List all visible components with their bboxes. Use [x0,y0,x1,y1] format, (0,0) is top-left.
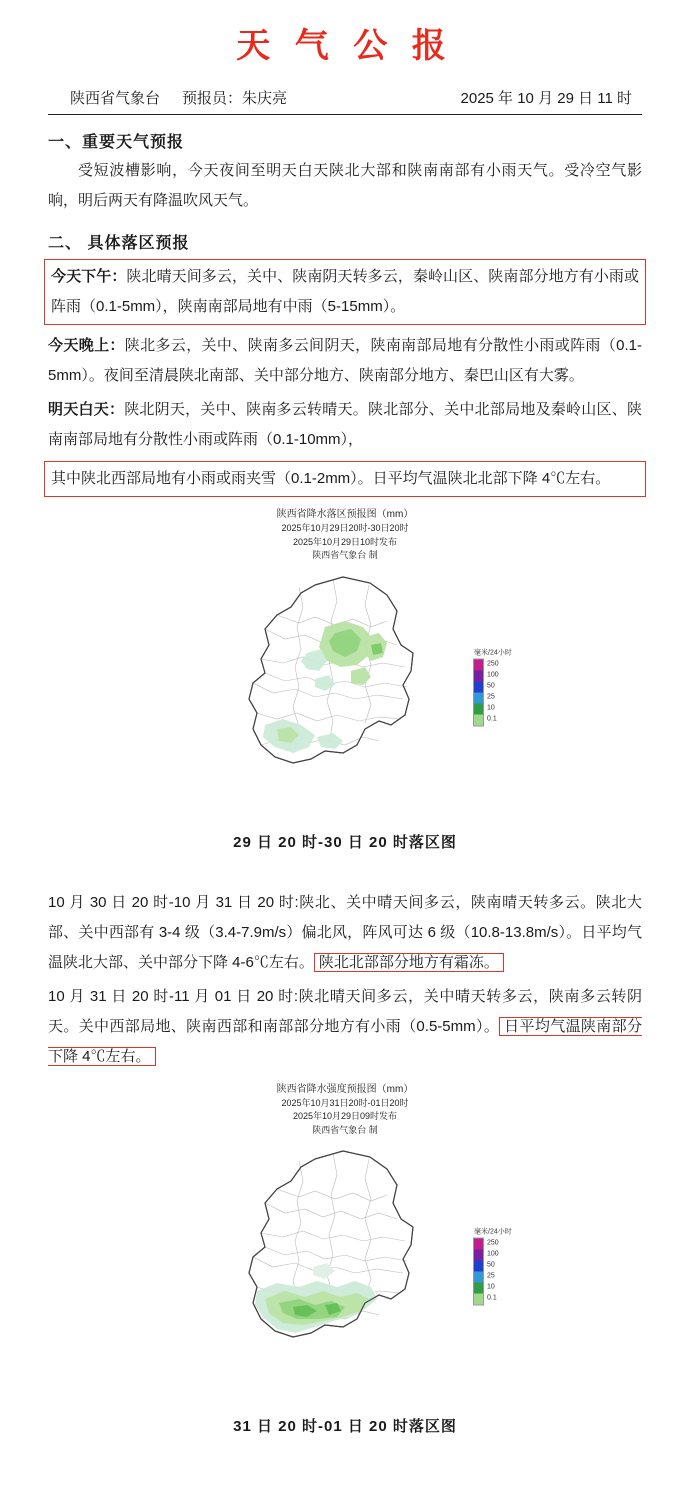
forecast-today-night [48,331,642,391]
figure-1-legend-label: 50 [487,682,495,689]
figure-1-legend-label: 250 [487,660,499,667]
forecast-today-afternoon [51,262,639,322]
forecast-tomorrow-day-boxed-text: 其中陕北西部局地有小雨或雨夹雪（0.1-2mm）。日平均气温陕北北部下降 4℃左右。 [51,470,611,487]
figure-2-legend-labels [484,1237,499,1303]
figure-1-legend-swatches [473,658,484,726]
figure-2-legend-title: 毫米/24小时 [474,1228,512,1236]
figure-2-caption: 31 日 20 时-01 日 20 时落区图 [233,1418,457,1435]
forecast-tomorrow-day [48,395,642,455]
forecast-today-afternoon-text: 陕北晴天间多云，关中、陕南阴天转多云，秦岭山区、陕南部分地方有小雨或阵雨（0.1-5mm），陕南南部局地有中雨（5-15mm）。 [51,268,639,315]
figure-2-subtitle-3: 陕西省气象台 制 [312,1124,378,1135]
figure-1-legend-title: 毫米/24小时 [474,649,512,656]
figure-2-legend-label: 100 [487,1250,499,1258]
figure-1 [0,507,690,852]
figure-1-map [165,567,525,817]
figure-1-legend-label: 25 [487,693,495,700]
outlook-period-2 [48,982,642,1072]
outlook-period-2-label: 10 月 31 日 20 时-11 月 01 日 20 时: [48,987,298,1005]
figure-1-legend-label: 0.1 [487,715,497,722]
shaanxi-map-1-svg [165,567,525,817]
figure-2-subtitle-2: 2025年10月29日09时发布 [292,1111,398,1121]
figure-1-title: 陕西省降水落区预报图（mm） [276,509,414,520]
figure-1-caption: 29 日 20 时-30 日 20 时落区图 [233,833,457,851]
figure-2-title: 陕西省降水强度预报图（mm） [276,1083,414,1095]
figure-1-legend-label: 10 [487,704,495,711]
figure-1-subtitle-1: 2025年10月29日20时-30日20时 [281,523,409,533]
forecast-today-afternoon-box [44,259,646,325]
figure-1-legend [473,647,519,726]
figure-2-legend-label: 10 [487,1283,495,1291]
forecast-tomorrow-day-box [44,461,646,497]
figure-1-legend-labels [484,658,499,724]
outlook-period-1 [48,888,642,978]
section-heading-1: 一、重要天气预报 [48,134,185,151]
shaanxi-map-2-svg [165,1141,525,1401]
figure-2-legend-label: 25 [487,1272,495,1280]
forecast-today-night-label: 今天晚上： [48,337,125,354]
reporter-label: 预报员：朱庆亮 [182,90,288,107]
forecast-today-night-text: 陕北多云，关中、陕南多云间阴天，陕南南部局地有分散性小雨或阵雨（0.1-5mm）。夜间至清晨陕北南部、关中部分地方、陕南部分地方、秦巴山区有大雾。 [48,337,642,384]
outlook-period-1-label: 10 月 30 日 20 时-10 月 31 日 20 时: [48,893,299,911]
issue-datetime: 2025 年 10 月 29 日 11 时 [460,90,632,107]
figure-2-legend [473,1226,519,1305]
page-title: 天 气 公 报 [236,28,454,65]
issuer-label: 陕西省气象台 [70,90,161,107]
forecast-today-afternoon-label: 今天下午： [51,268,127,285]
forecast-tomorrow-day-text: 陕北阴天，关中、陕南多云转晴天。陕北部分、关中北部局地及秦岭山区、陕南南部局地有分散性小雨或阵雨（0.1-10mm）， [48,401,642,448]
figure-2-subtitle-1: 2025年10月31日20时-01日20时 [281,1097,409,1108]
outlook-period-2-text: 陕北晴天间多云，关中晴天转多云，陕南多云转阴天。关中西部局地、陕南西部和南部部分地方有小雨（0.5-5mm）。 [48,987,642,1035]
figure-1-legend-label: 100 [487,671,499,678]
outlook-period-1-boxed: 陕北北部部分地方有霜冻。 [314,953,504,972]
section-heading-2: 二、 具体落区预报 [48,235,190,252]
figure-2-legend-label: 0.1 [487,1294,497,1302]
section-1-paragraph: 受短波槽影响，今天夜间至明天白天陕北大部和陕南南部有小雨天气。受冷空气影响，明后两天有降温吹风天气。 [48,162,642,209]
figure-1-subtitle-2: 2025年10月29日10时发布 [292,536,398,547]
figure-1-subtitle-3: 陕西省气象台 制 [312,550,378,560]
figure-1-header [0,507,690,563]
figure-2-legend-label: 250 [487,1239,499,1247]
figure-2-legend-swatches [473,1237,484,1305]
forecast-tomorrow-day-label: 明天白天： [48,401,125,418]
outlook-period-1-text: 陕北、关中晴天间多云，陕南晴天转多云。陕北大部、关中西部有 3-4 级（3.4-7.9m/s）偏北风，阵风可达 6 级（10.8-13.8m/s）。日平均气温陕北大部、关中部分下降 4-6℃左右。 [48,893,642,971]
figure-2-header [0,1082,690,1138]
figure-2-legend-label: 50 [487,1261,495,1269]
figure-2 [0,1082,690,1437]
figure-2-map [165,1141,525,1401]
outlook-period-2-boxed: 日平均气温陕南部分下降 4℃左右。 [48,1017,642,1065]
meta-row [48,87,642,115]
